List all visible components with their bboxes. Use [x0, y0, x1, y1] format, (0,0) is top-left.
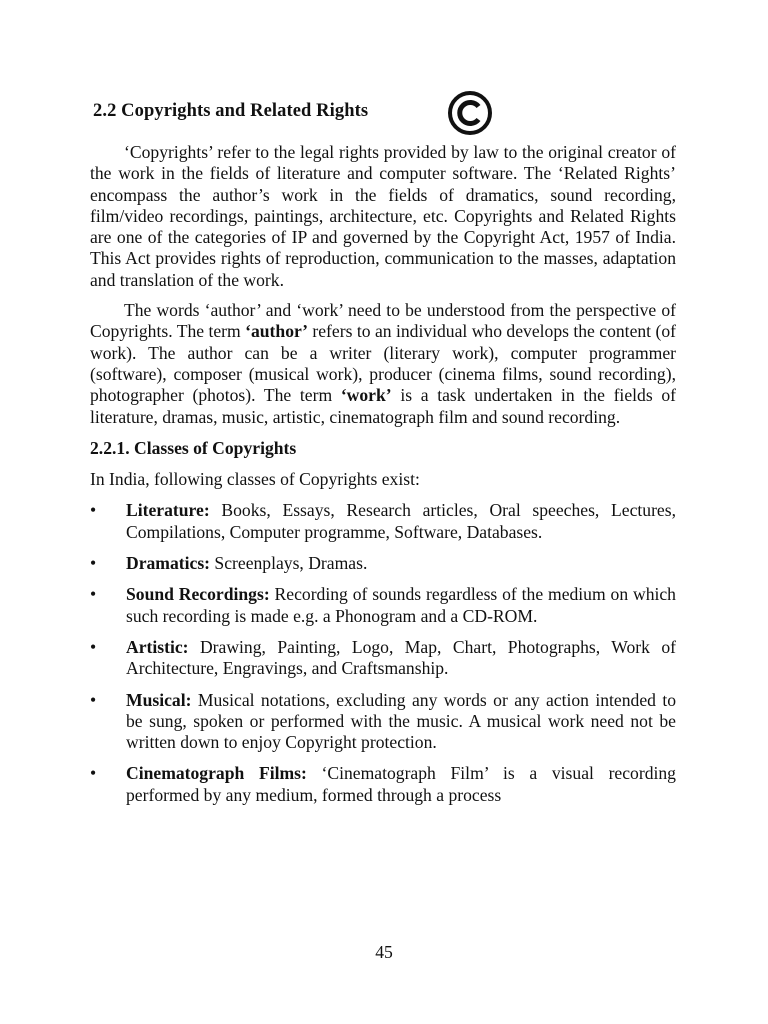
list-item-artistic [90, 637, 676, 680]
list-item-text: ‘Cinematograph Film’ is a visual recording performed by any medium, formed through a process [126, 763, 676, 805]
list-item-term: Literature: [126, 500, 210, 521]
term-work: ‘work’ [340, 385, 392, 406]
list-item-cinematograph-films [90, 763, 676, 806]
section-header [90, 90, 676, 136]
list-item-term: Dramatics: [126, 553, 211, 574]
bullet: • [90, 689, 97, 710]
list-item-literature [90, 500, 676, 543]
subsection-title: 2.2.1. Classes of Copyrights [90, 437, 297, 458]
bullet: • [90, 584, 97, 605]
list-item-text: Screenplays, Dramas. [210, 553, 368, 574]
list-item-musical [90, 690, 676, 754]
document-page [90, 90, 676, 816]
bullet: • [90, 553, 97, 574]
bullet: • [90, 636, 97, 657]
list-item-term: Artistic: [126, 636, 189, 657]
bullet: • [90, 500, 97, 521]
list-item-term: Sound Recordings: [126, 584, 270, 605]
section-title: 2.2 Copyrights and Related Rights [93, 101, 369, 121]
list-item-term: Cinematograph Films: [126, 763, 307, 784]
list-item-text: Books, Essays, Research articles, Oral speeches, Lectures, Compilations, Computer programme, Software, Databases. [126, 500, 676, 542]
list-item-text: Recording of sounds regardless of the medium on which such recording is made e.g. a Phonogram and a CD-ROM. [126, 584, 676, 626]
list-item-term: Musical: [126, 689, 192, 710]
copyright-classes-list [90, 500, 676, 806]
term-author: ‘author’ [245, 321, 308, 342]
subsection-intro: In India, following classes of Copyrights exist: [90, 469, 420, 490]
list-item-text: Musical notations, excluding any words or any action intended to be sung, spoken or performed with the music. A musical work need not be written down to enjoy Copyright protection. [126, 689, 676, 753]
list-item-dramatics [90, 553, 676, 574]
page-number: 45 [375, 942, 393, 962]
paragraph-text: is a task undertaken in the fields of literature, dramas, music, artistic, cinematograph film and sound recording. [90, 385, 676, 427]
paragraph-copyrights-definition: ‘Copyrights’ refer to the legal rights provided by law to the original creator of the work in the fields of literature and computer software. The ‘Related Rights’ encompass the author’s work in the fields of dramatics, sound recording, film/video recordings, paintings, architecture, etc. Copyrights and Related Rights are one of the categories of IP and governed by the Copyright Act, 1957 of India. This Act provides rights of reproduction, communication to the masses, adaptation and translation of the work. [90, 142, 676, 290]
copyright-icon [447, 90, 493, 136]
bullet: • [90, 763, 97, 784]
paragraph-author-work [90, 300, 676, 428]
list-item-sound-recordings [90, 584, 676, 627]
list-item-text: Drawing, Painting, Logo, Map, Chart, Photographs, Work of Architecture, Engravings, and Craftsmanship. [126, 636, 676, 679]
paragraph-text: refers to an individual who develops the content (of work). The author can be a writer (literary work), computer programmer (software), composer (musical work), producer (cinema films, sound recording), photographer (photos). The term [90, 321, 676, 406]
paragraph-text: The words ‘author’ and ‘work’ need to be understood from the perspective of Copyrights. The term [90, 300, 676, 342]
